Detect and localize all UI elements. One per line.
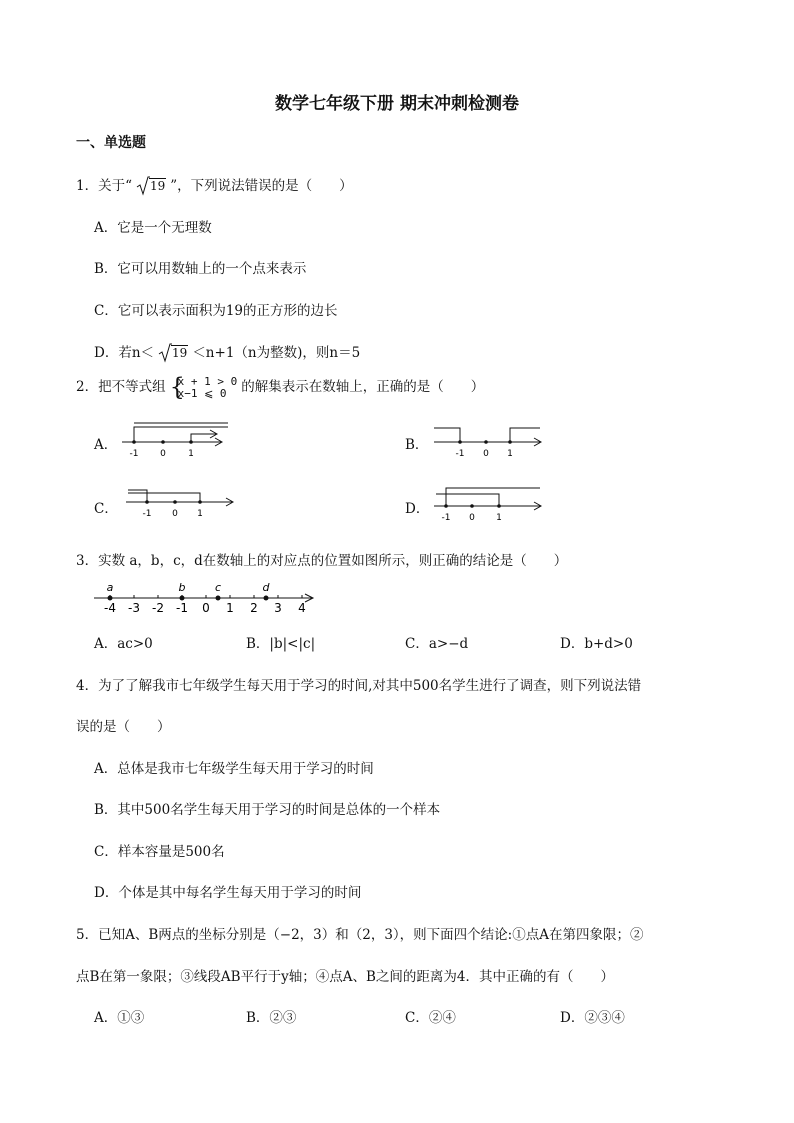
section-heading: 一、单选题 — [76, 135, 146, 151]
solution-ray-left-2 — [128, 493, 200, 502]
brace-symbol: { — [169, 372, 185, 401]
solution-ray-right — [510, 428, 540, 442]
question-3-option-c[interactable]: C．a>−d — [405, 636, 469, 652]
question-1-radicand: 19 — [150, 179, 166, 193]
question-1-option-d-pre: D．若n＜ — [94, 345, 155, 361]
tick-label: -1 — [441, 513, 451, 522]
question-5-option-b[interactable]: B．②③ — [246, 1010, 297, 1026]
question-1-stem — [76, 174, 353, 194]
question-3-stem: 3．实数 a，b，c，d在数轴上的对应点的位置如图所示，则正确的结论是（ ） — [76, 553, 568, 569]
question-2-option-c[interactable] — [94, 497, 118, 517]
question-1-option-d[interactable] — [94, 341, 360, 361]
point-label-b: b — [178, 581, 186, 594]
question-1-option-c[interactable]: C．它可以表示面积为19的正方形的边长 — [94, 303, 338, 319]
tick-dot — [470, 504, 474, 508]
point-label-a: a — [106, 581, 114, 594]
tick-label: -1 — [142, 509, 152, 519]
point-label-d: d — [262, 581, 270, 594]
question-5-option-a[interactable]: A．①③ — [94, 1010, 145, 1026]
page-title: 数学七年级下册 期末冲刺检测卷 — [275, 94, 519, 114]
inequality-line-1: x + 1 > 0 — [177, 374, 238, 388]
tick-label: 1 — [507, 449, 513, 459]
question-2-option-b[interactable] — [405, 433, 428, 453]
question-1-option-d-post: ＜n+1（n为整数)，则n＝5 — [192, 345, 361, 361]
tick-label: 0 — [172, 509, 178, 519]
question-1-option-b[interactable]: B．它可以用数轴上的一个点来表示 — [94, 261, 307, 277]
inequality-line-2: x−1 ⩽ 0 — [177, 386, 227, 400]
inequality-system — [169, 372, 238, 401]
sqrt-symbol — [136, 178, 166, 194]
question-2-stem — [76, 372, 485, 401]
point-d — [264, 596, 269, 601]
tick-label: 1 — [197, 509, 203, 519]
question-5-stem-line-2: 点B在第一象限；③线段AB平行于y轴；④点A、B之间的距离为4．其中正确的有（ ） — [76, 969, 614, 985]
question-5-option-c[interactable]: C．②④ — [405, 1010, 456, 1026]
question-3-option-d[interactable]: D．b+d>0 — [560, 636, 633, 652]
option-c-label: C． — [94, 501, 118, 517]
tick-label: -1 — [129, 449, 139, 459]
tick-label: 4 — [298, 601, 306, 615]
option-a-label: A． — [94, 437, 118, 453]
number-line-option-d — [430, 484, 545, 522]
question-5-stem-line-1: 5．已知A、B两点的坐标分别是（−2，3）和（2，3），则下面四个结论:①点A在第四象限；② — [76, 927, 644, 943]
question-2-suffix: 的解集表示在数轴上，正确的是（ ） — [241, 379, 485, 395]
tick-label: 2 — [250, 601, 258, 615]
tick-label: -2 — [152, 601, 164, 615]
question-4-option-b[interactable]: B．其中500名学生每天用于学习的时间是总体的一个样本 — [94, 802, 441, 818]
tick-label: 3 — [274, 601, 282, 615]
point-label-c: c — [214, 581, 222, 594]
tick-dot — [484, 440, 488, 444]
question-4-option-c[interactable]: C．样本容量是500名 — [94, 844, 225, 860]
question-2-option-d[interactable] — [405, 497, 429, 517]
question-3-option-a[interactable]: A．ac>0 — [94, 636, 153, 652]
tick-label: 0 — [483, 449, 489, 459]
tick-label: -1 — [455, 449, 465, 459]
tick-label: 0 — [202, 601, 210, 615]
solution-ray-right — [446, 488, 540, 506]
solution-ray-left — [434, 428, 460, 442]
solution-ray-2 — [191, 434, 216, 442]
question-3-option-b[interactable]: B．|b|<|c| — [246, 636, 316, 652]
number-line-option-c — [122, 484, 237, 522]
question-4-stem-line-1: 4．为了了解我市七年级学生每天用于学习的时间,对其中500名学生进行了调查，则下列说法错 — [76, 678, 642, 694]
number-line-option-b — [430, 422, 545, 460]
option-d-label: D． — [405, 501, 430, 517]
question-5-option-d[interactable]: D．②③④ — [560, 1010, 625, 1026]
question-1-option-a[interactable]: A．它是一个无理数 — [94, 220, 212, 236]
tick-dot — [161, 440, 165, 444]
question-2-option-a[interactable] — [94, 433, 117, 453]
option-b-label: B． — [405, 437, 429, 453]
tick-dot — [173, 500, 177, 504]
question-1-option-d-radicand: 19 — [172, 346, 188, 360]
point-c — [216, 596, 221, 601]
point-a — [108, 596, 113, 601]
tick-label: 1 — [226, 601, 234, 615]
sqrt-symbol — [158, 345, 188, 361]
tick-label: -4 — [104, 601, 116, 615]
question-1-prefix: 1．关于“ — [76, 178, 132, 194]
question-2-prefix: 2．把不等式组 — [76, 379, 166, 395]
tick-label: 0 — [160, 449, 166, 459]
question-4-option-d[interactable]: D．个体是其中每名学生每天用于学习的时间 — [94, 885, 362, 901]
point-b — [180, 596, 185, 601]
number-line-option-a — [118, 418, 233, 460]
question-4-option-a[interactable]: A．总体是我市七年级学生每天用于学习的时间 — [94, 761, 374, 777]
solution-ray-left — [436, 494, 499, 506]
question-4-stem-line-2: 误的是（ ） — [76, 719, 171, 735]
solution-ray-left — [128, 490, 147, 502]
question-1-suffix: ”，下列说法错误的是（ ） — [170, 178, 353, 194]
number-line-q3 — [90, 574, 320, 620]
tick-label: -1 — [176, 601, 188, 615]
tick-label: 0 — [469, 513, 475, 522]
tick-label: -3 — [128, 601, 140, 615]
tick-label: 1 — [496, 513, 502, 522]
tick-label: 1 — [188, 449, 194, 459]
